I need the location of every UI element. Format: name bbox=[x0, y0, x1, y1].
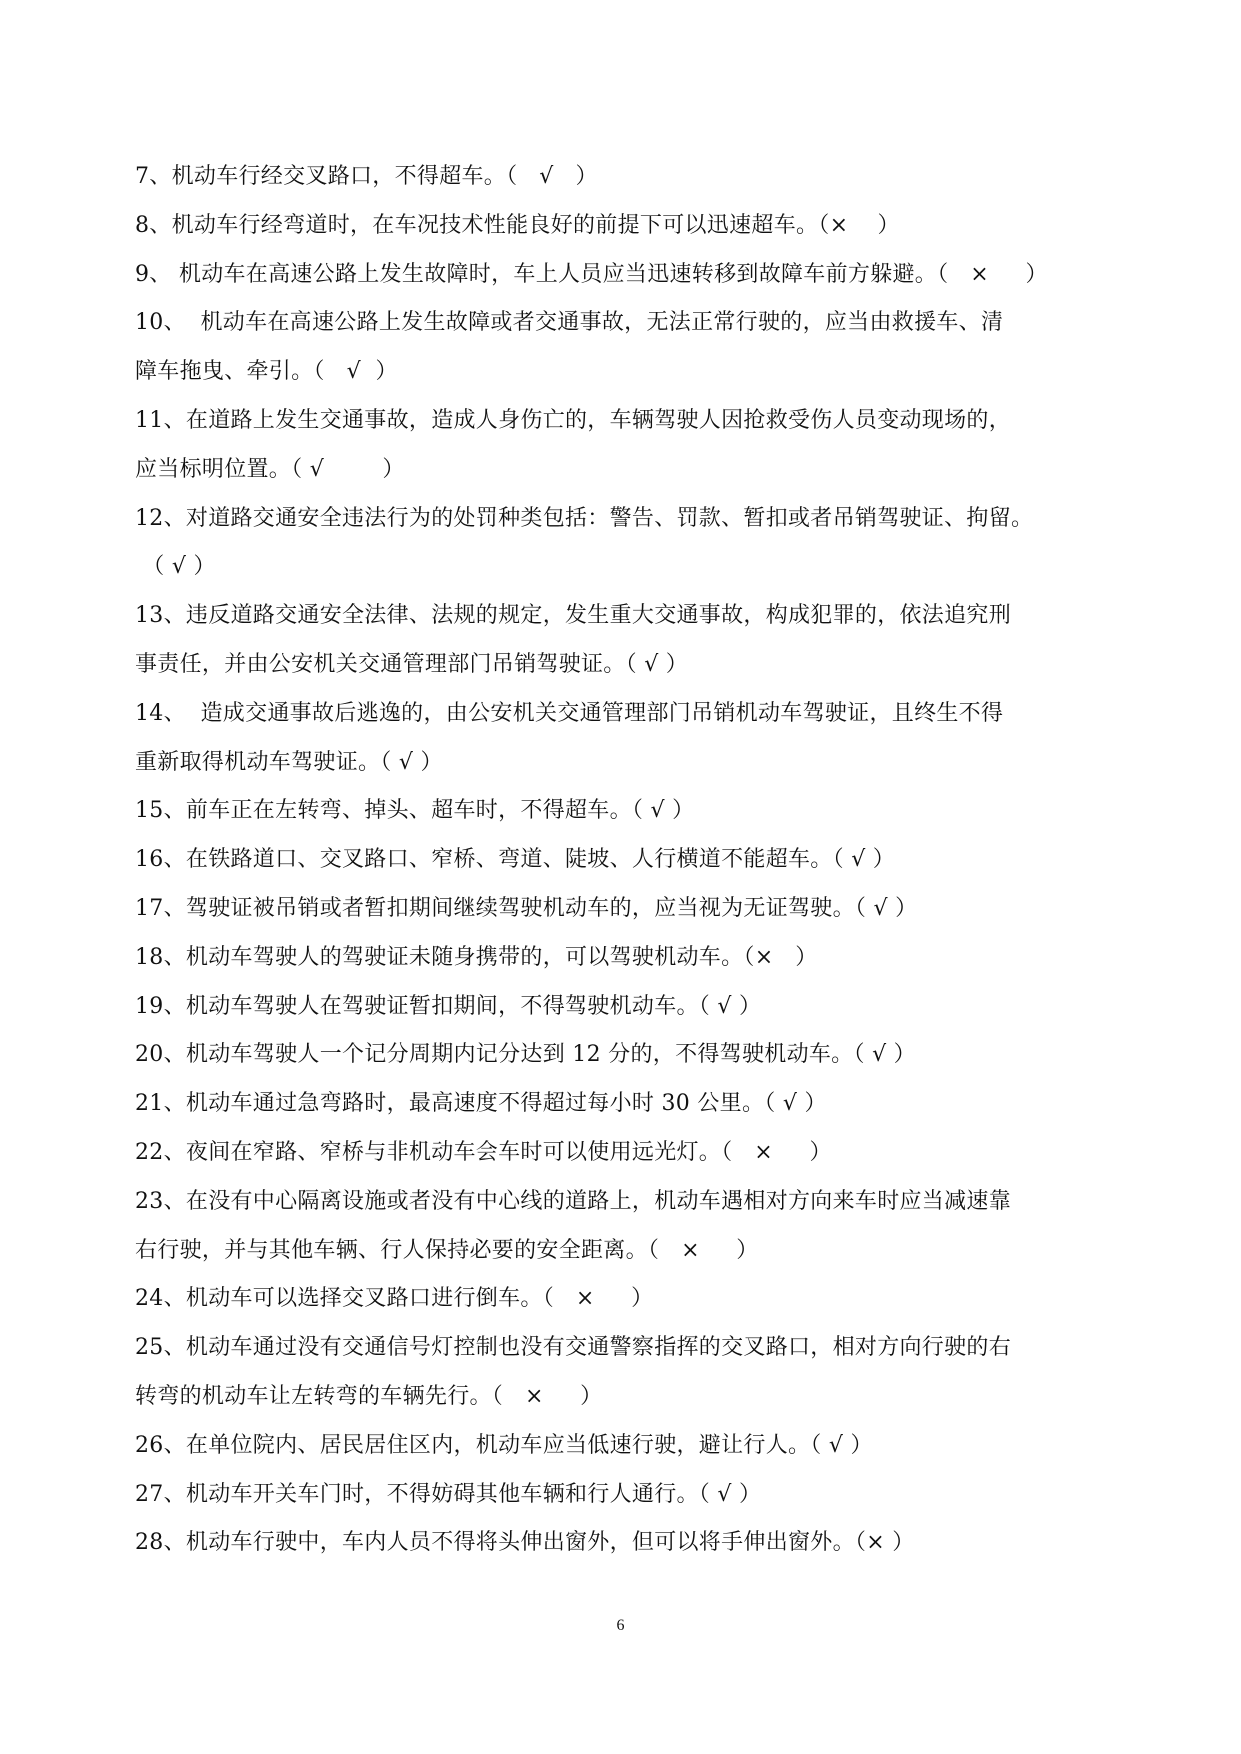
question-line: 12、对道路交通安全违法行为的处罚种类包括：警告、罚款、暂扣或者吊销驾驶证、拘留。 bbox=[135, 505, 1034, 531]
page-number: 6 bbox=[616, 1617, 625, 1634]
question-line: 22、夜间在窄路、窄桥与非机动车会车时可以使用远光灯。（ × ） bbox=[135, 1139, 832, 1165]
question-line: 8、机动车行经弯道时，在车况技术性能良好的前提下可以迅速超车。（× ） bbox=[135, 212, 900, 238]
question-line: 10、 机动车在高速公路上发生故障或者交通事故，无法正常行驶的，应当由救援车、清 bbox=[135, 310, 1004, 336]
question-line: 9、 机动车在高速公路上发生故障时，车上人员应当迅速转移到故障车前方躲避。（ × ） bbox=[135, 261, 1048, 287]
question-line: 15、前车正在左转弯、掉头、超车时，不得超车。（ √ ） bbox=[135, 798, 695, 824]
question-line: 21、机动车通过急弯路时，最高速度不得超过每小时 30 公里。（ √ ） bbox=[135, 1091, 827, 1117]
question-line: 重新取得机动车驾驶证。（ √ ） bbox=[135, 749, 443, 775]
question-line: 27、机动车开关车门时，不得妨碍其他车辆和行人通行。（ √ ） bbox=[135, 1481, 762, 1507]
question-line: 事责任，并由公安机关交通管理部门吊销驾驶证。（ √ ） bbox=[135, 651, 689, 677]
question-line: 25、机动车通过没有交通信号灯控制也没有交通警察指挥的交叉路口，相对方向行驶的右 bbox=[135, 1335, 1011, 1361]
question-line: 右行驶，并与其他车辆、行人保持必要的安全距离。（ × ） bbox=[135, 1237, 759, 1263]
question-line: 28、机动车行驶中，车内人员不得将头伸出窗外，但可以将手伸出窗外。（× ） bbox=[135, 1530, 915, 1556]
question-line: 14、 造成交通事故后逃逸的，由公安机关交通管理部门吊销机动车驾驶证，且终生不得 bbox=[135, 700, 1004, 726]
question-line: 24、机动车可以选择交叉路口进行倒车。（ × ） bbox=[135, 1286, 654, 1312]
question-line: 23、在没有中心隔离设施或者没有中心线的道路上，机动车遇相对方向来车时应当减速靠 bbox=[135, 1188, 1011, 1214]
question-line: 7、机动车行经交叉路口，不得超车。（ √ ） bbox=[135, 164, 598, 189]
question-line: 18、机动车驾驶人的驾驶证未随身携带的，可以驾驶机动车。（× ） bbox=[135, 944, 818, 970]
question-list bbox=[135, 153, 1125, 1568]
question-line: 16、在铁路道口、交叉路口、窄桥、弯道、陡坡、人行横道不能超车。（ √ ） bbox=[135, 847, 896, 873]
question-line: 19、机动车驾驶人在驾驶证暂扣期间，不得驾驶机动车。（ √ ） bbox=[135, 993, 762, 1019]
question-line: 障车拖曳、牵引。（ √ ） bbox=[135, 359, 398, 385]
question-line: 应当标明位置。（ √ ） bbox=[135, 456, 405, 482]
question-line: 13、违反道路交通安全法律、法规的规定，发生重大交通事故，构成犯罪的，依法追究刑 bbox=[135, 603, 1011, 629]
question-line: 20、机动车驾驶人一个记分周期内记分达到 12 分的，不得驾驶机动车。（ √ ） bbox=[135, 1042, 916, 1068]
question-line: 转弯的机动车让左转弯的车辆先行。（ × ） bbox=[135, 1383, 603, 1409]
question-line: 17、驾驶证被吊销或者暂扣期间继续驾驶机动车的，应当视为无证驾驶。（ √ ） bbox=[135, 895, 918, 921]
question-line: 11、在道路上发生交通事故，造成人身伤亡的，车辆驾驶人因抢救受伤人员变动现场的， bbox=[135, 407, 1011, 433]
question-line: 26、在单位院内、居民居住区内，机动车应当低速行驶，避让行人。（ √ ） bbox=[135, 1432, 873, 1458]
question-line: （ √ ） bbox=[135, 554, 216, 580]
